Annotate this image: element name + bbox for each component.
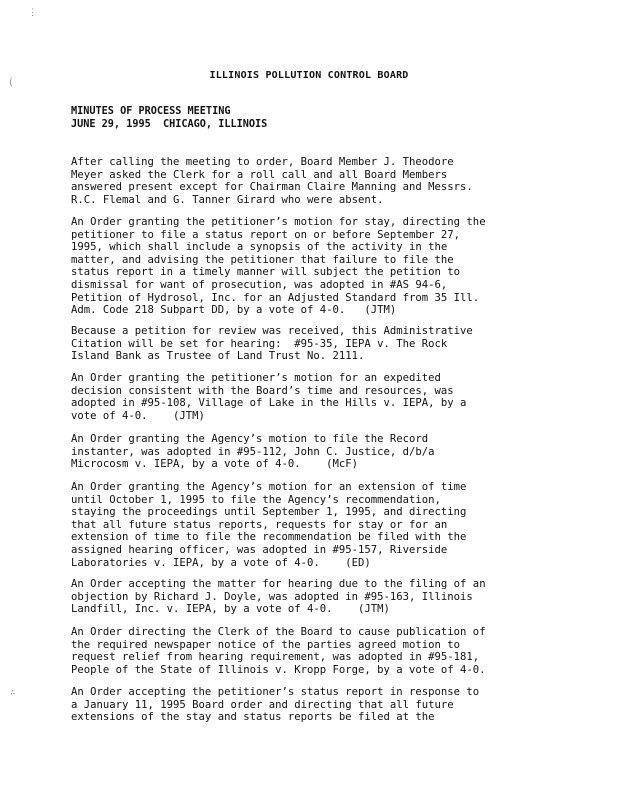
paragraph-opening	[71, 156, 551, 206]
text-line: until October 1, 1995 to file the Agency’s recommendation,	[71, 493, 441, 506]
text-line: dismissal for want of prosecution, was adopted in #AS 94-6,	[71, 278, 448, 291]
text-line: An Order directing the Clerk of the Board to cause publication of	[71, 626, 486, 638]
scan-mark: ∴	[10, 688, 16, 698]
text-line: After calling the meeting to order, Board Member J. Theodore	[71, 156, 454, 168]
text-line: request relief from hearing requirement, was adopted in #95-181,	[71, 651, 480, 664]
meeting-header	[71, 105, 267, 131]
text-line: the required newspaper notice of the parties agreed motion to	[71, 638, 461, 651]
text-line: matter, and advising the petitioner that failure to file the	[71, 253, 454, 266]
text-line: answered present except for Chairman Claire Manning and Messrs.	[71, 181, 473, 194]
text-line: status report in a timely manner will subject the petition to	[71, 266, 461, 279]
text-line: Petition of Hydrosol, Inc. for an Adjusted Standard from 35 Ill.	[71, 291, 480, 304]
scan-mark: (	[8, 78, 14, 88]
text-line: objection by Richard J. Doyle, was adopted in #95-163, Illinois	[71, 590, 473, 603]
paragraph-admin-citation	[71, 325, 551, 363]
text-line: assigned hearing officer, was adopted in #95-157, Riverside	[71, 543, 448, 556]
text-line: Meyer asked the Clerk for a roll call and all Board Members	[71, 168, 448, 181]
text-line: An Order granting the Agency’s motion for an extension of time	[71, 481, 467, 493]
text-line: Because a petition for review was received, this Administrative	[71, 325, 473, 337]
text-line: adopted in #95-108, Village of Lake in the Hills v. IEPA, by a	[71, 397, 467, 410]
paragraph-status-report-order	[71, 686, 551, 724]
scan-mark: ⋮	[28, 8, 37, 18]
paragraph-kropp-forge-order	[71, 626, 551, 676]
text-line: Island Bank as Trustee of Land Trust No. 2111.	[71, 350, 365, 363]
text-line: a January 11, 1995 Board order and directing that all future	[71, 698, 454, 711]
paragraph-riverside-order	[71, 481, 551, 569]
text-line: decision consistent with the Board’s time and resources, was	[71, 384, 454, 397]
text-line: An Order granting the petitioner’s motion for stay, directing the	[71, 216, 486, 228]
text-line: Laboratories v. IEPA, by a vote of 4-0. (ED)	[71, 556, 371, 569]
paragraph-illinois-landfill-order	[71, 578, 551, 616]
text-line: petitioner to file a status report on or before September 27,	[71, 228, 461, 241]
paragraph-lake-in-the-hills-order	[71, 372, 551, 422]
text-line: that all future status reports, requests for stay or for an	[71, 518, 448, 531]
text-line: instanter, was adopted in #95-112, John C. Justice, d/b/a	[71, 445, 435, 458]
board-title: ILLINOIS POLLUTION CONTROL BOARD	[209, 70, 409, 81]
minutes-date: JUNE 29, 1995 CHICAGO, ILLINOIS	[71, 119, 268, 130]
text-line: Adm. Code 218 Subpart DD, by a vote of 4-0. (JTM)	[71, 304, 397, 317]
text-line: An Order granting the petitioner’s motion for an expedited	[71, 372, 441, 384]
text-line: An Order granting the Agency’s motion to file the Record	[71, 433, 429, 445]
text-line: extensions of the stay and status reports be filed at the	[71, 711, 435, 724]
text-line: An Order accepting the matter for hearing due to the filing of an	[71, 578, 486, 590]
text-line: 1995, which shall include a synopsis of the activity in the	[71, 241, 448, 254]
text-line: An Order accepting the petitioner’s status report in response to	[71, 686, 480, 698]
minutes-title: MINUTES OF PROCESS MEETING	[71, 106, 231, 117]
text-line: vote of 4-0. (JTM)	[71, 409, 205, 422]
text-line: Landfill, Inc. v. IEPA, by a vote of 4-0. (JTM)	[71, 603, 390, 616]
text-line: extension of time to file the recommendation be filed with the	[71, 531, 467, 544]
text-line: R.C. Flemal and G. Tanner Girard who were absent.	[71, 193, 384, 206]
text-line: Citation will be set for hearing: #95-35, IEPA v. The Rock	[71, 337, 448, 350]
text-line: staying the proceedings until September 1, 1995, and directing	[71, 506, 467, 519]
text-line: People of the State of Illinois v. Kropp Forge, by a vote of 4-0.	[71, 663, 486, 676]
text-line: Microcosm v. IEPA, by a vote of 4-0. (McF)	[71, 458, 359, 471]
paragraph-microcosm-order	[71, 433, 551, 471]
paragraph-hydrosol-order	[71, 216, 551, 317]
